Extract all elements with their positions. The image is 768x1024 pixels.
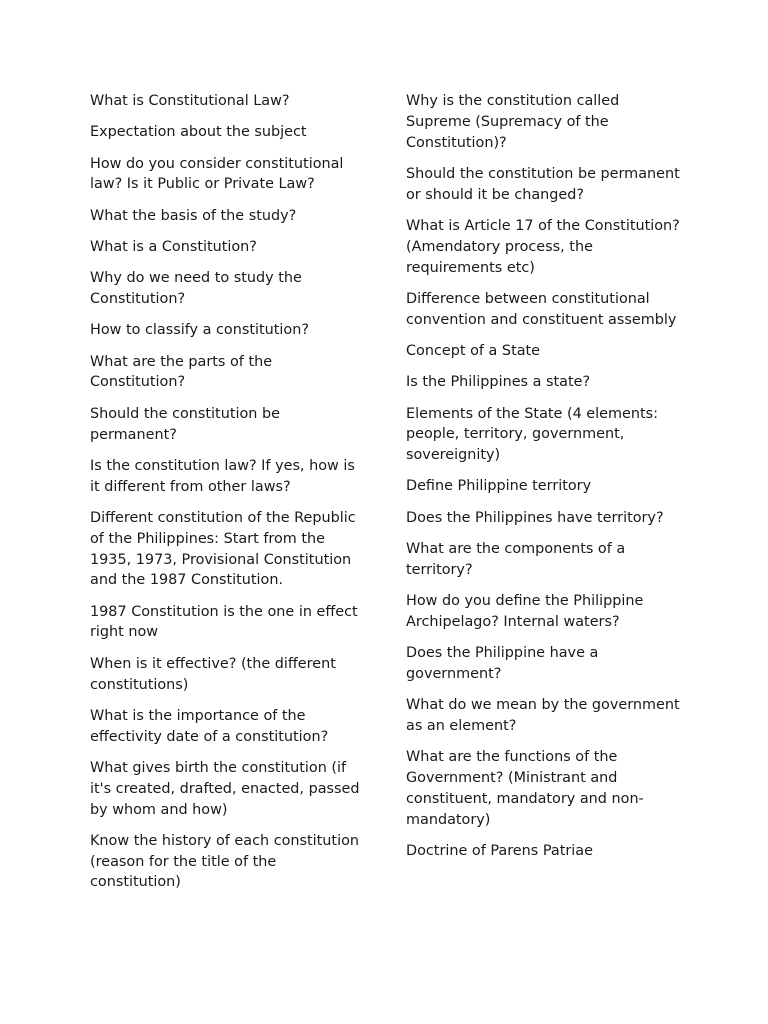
list-item: What is a Constitution? xyxy=(90,238,257,255)
list-item: What is Constitutional Law? xyxy=(90,93,290,109)
list-item: Expectation about the subject xyxy=(90,124,307,141)
list-item: Difference between constitutional convention and constituent assembly xyxy=(406,290,677,328)
list-item: Should the constitution be permanent or should it be changed? xyxy=(406,165,680,203)
list-item: Different constitution of the Republic of the Philippines: Start from the 1935, 1973, Provisional Constitution and the 1987 Constitution. xyxy=(90,509,356,589)
list-item: Why do we need to study the Constitution? xyxy=(90,270,302,308)
list-item: Why is the constitution called Supreme (Supremacy of the Constitution)? xyxy=(406,93,620,151)
right-column xyxy=(406,91,681,872)
list-item: What is Article 17 of the Constitution? (Amendatory process, the requirements etc) xyxy=(406,217,680,276)
list-item: What are the parts of the Constitution? xyxy=(90,353,273,391)
list-item: How do you consider constitutional law? Is it Public or Private Law? xyxy=(90,155,344,193)
list-item: What is the importance of the effectivity date of a constitution? xyxy=(90,707,329,745)
list-item: How to classify a constitution? xyxy=(90,322,309,339)
list-item: When is it effective? (the different constitutions) xyxy=(90,655,336,693)
list-item: Is the constitution law? If yes, how is it different from other laws? xyxy=(90,457,355,495)
list-item: Does the Philippines have territory? xyxy=(406,509,664,526)
left-column xyxy=(90,91,365,904)
list-item: What gives birth the constitution (if it's created, drafted, enacted, passed by whom and how) xyxy=(90,759,360,818)
list-item: How do you define the Philippine Archipelago? Internal waters? xyxy=(406,593,644,630)
list-item: Doctrine of Parens Patriae xyxy=(406,843,593,860)
list-item: 1987 Constitution is the one in effect right now xyxy=(90,603,358,641)
list-item: Concept of a State xyxy=(406,342,541,359)
list-item: Is the Philippines a state? xyxy=(406,374,591,391)
list-item: Define Philippine territory xyxy=(406,478,592,495)
list-item: Know the history of each constitution (reason for the title of the constitution) xyxy=(90,832,359,891)
list-item: What are the components of a territory? xyxy=(406,541,626,578)
list-item: What do we mean by the government as an element? xyxy=(406,697,680,735)
list-item: Does the Philippine have a government? xyxy=(406,645,599,683)
list-item: Elements of the State (4 elements: people, territory, government, sovereignity) xyxy=(406,405,658,464)
list-item: What are the functions of the Government? (Ministrant and constituent, mandatory and non-mandatory) xyxy=(406,749,644,828)
list-item: What the basis of the study? xyxy=(90,207,297,224)
list-item: Should the constitution be permanent? xyxy=(90,405,280,443)
